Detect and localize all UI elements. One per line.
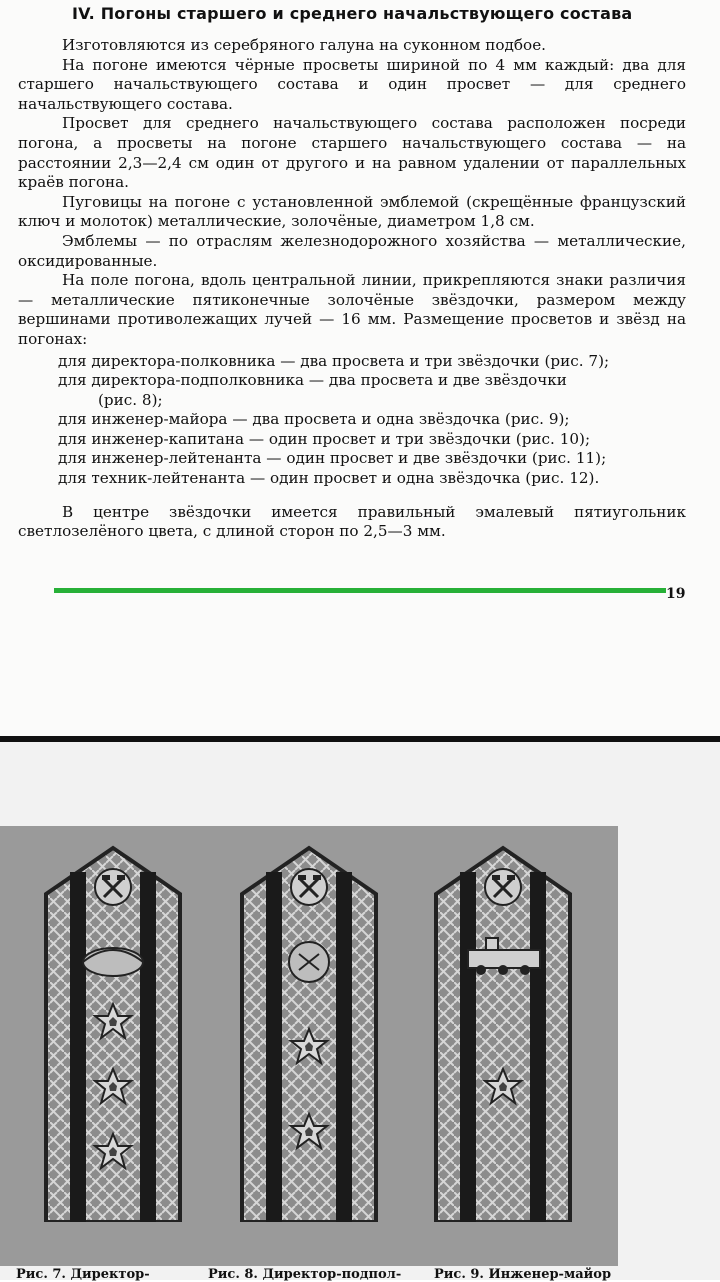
paragraph: На поле погона, вдоль центральной линии, прикрепляются знаки различия — металлические пятиконечные золочёные звёздочки, размером между вершинами противолежащих лучей — 16 мм. Размещение просветов и звёзд на погонах: [18, 271, 686, 348]
highlight-line [54, 588, 666, 593]
button-icon [95, 869, 131, 905]
button-icon [291, 869, 327, 905]
figure-caption: Рис. 8. Директор-подпол- [208, 1267, 402, 1282]
figure-caption: Рис. 7. Директор- [16, 1267, 150, 1282]
stripe [266, 872, 282, 1222]
paragraph: В центре звёздочки имеется правильный эмалевый пятиугольник светлозелёного цвета, с длиной сторон по 2,5—3 мм. [18, 502, 686, 541]
list-item: для инженер-лейтенанта — один просвет и две звёздочки (рис. 11); [58, 449, 607, 468]
list-item-continuation: (рис. 8); [98, 390, 163, 409]
button-icon [485, 869, 521, 905]
paragraph: Пуговицы на погоне с установленной эмблемой (скрещённые французский ключ и молоток) металлические, золочёные, диаметром 1,8 см. [18, 192, 686, 231]
emblem-icon [83, 948, 143, 976]
stripe [140, 872, 156, 1222]
paragraph: Просвет для среднего начальствующего состава расположен посреди погона, а просветы на погоне старшего начальствующего состава — на расстоянии 2,3—2,4 см один от другого и на равном удалении от параллельных краёв погона. [18, 114, 686, 192]
paragraph: Эмблемы — по отраслям железнодорожного хозяйства — металлические, оксидированные. [18, 231, 686, 270]
shoulder-strap-fig-9 [426, 842, 580, 1222]
stripe [336, 872, 352, 1222]
stripe [530, 872, 546, 1222]
list-item: для директора-подполковника — два просвета и две звёздочки [58, 371, 567, 390]
list-item: для инженер-капитана — один просвет и три звёздочки (рис. 10); [58, 429, 591, 448]
emblem-icon [289, 942, 329, 982]
figure-photo [0, 742, 720, 1280]
page-number: 19 [666, 586, 686, 602]
stripe [70, 872, 86, 1222]
list-item: для директора-полковника — два просвета и три звёздочки (рис. 7); [58, 351, 610, 370]
section-heading: IV. Погоны старшего и среднего начальствующего состава [72, 4, 633, 23]
shoulder-strap-fig-8 [232, 842, 386, 1222]
rank-list [58, 352, 686, 489]
paragraph: Изготовляются из серебряного галуна на суконном подбое. [62, 36, 547, 54]
paragraph: На погоне имеются чёрные просветы шириной по 4 мм каждый: два для старшего начальствующего состава и один просвет — для среднего начальствующего состава. [18, 55, 686, 113]
document-body [18, 36, 686, 542]
stripe [460, 872, 476, 1222]
shoulder-strap-fig-7 [36, 842, 190, 1222]
list-item: для техник-лейтенанта — один просвет и одна звёздочка (рис. 12). [58, 469, 600, 488]
list-item: для инженер-майора — два просвета и одна звёздочка (рис. 9); [58, 410, 570, 429]
figure-caption: Рис. 9. Инженер-майор [434, 1267, 612, 1282]
